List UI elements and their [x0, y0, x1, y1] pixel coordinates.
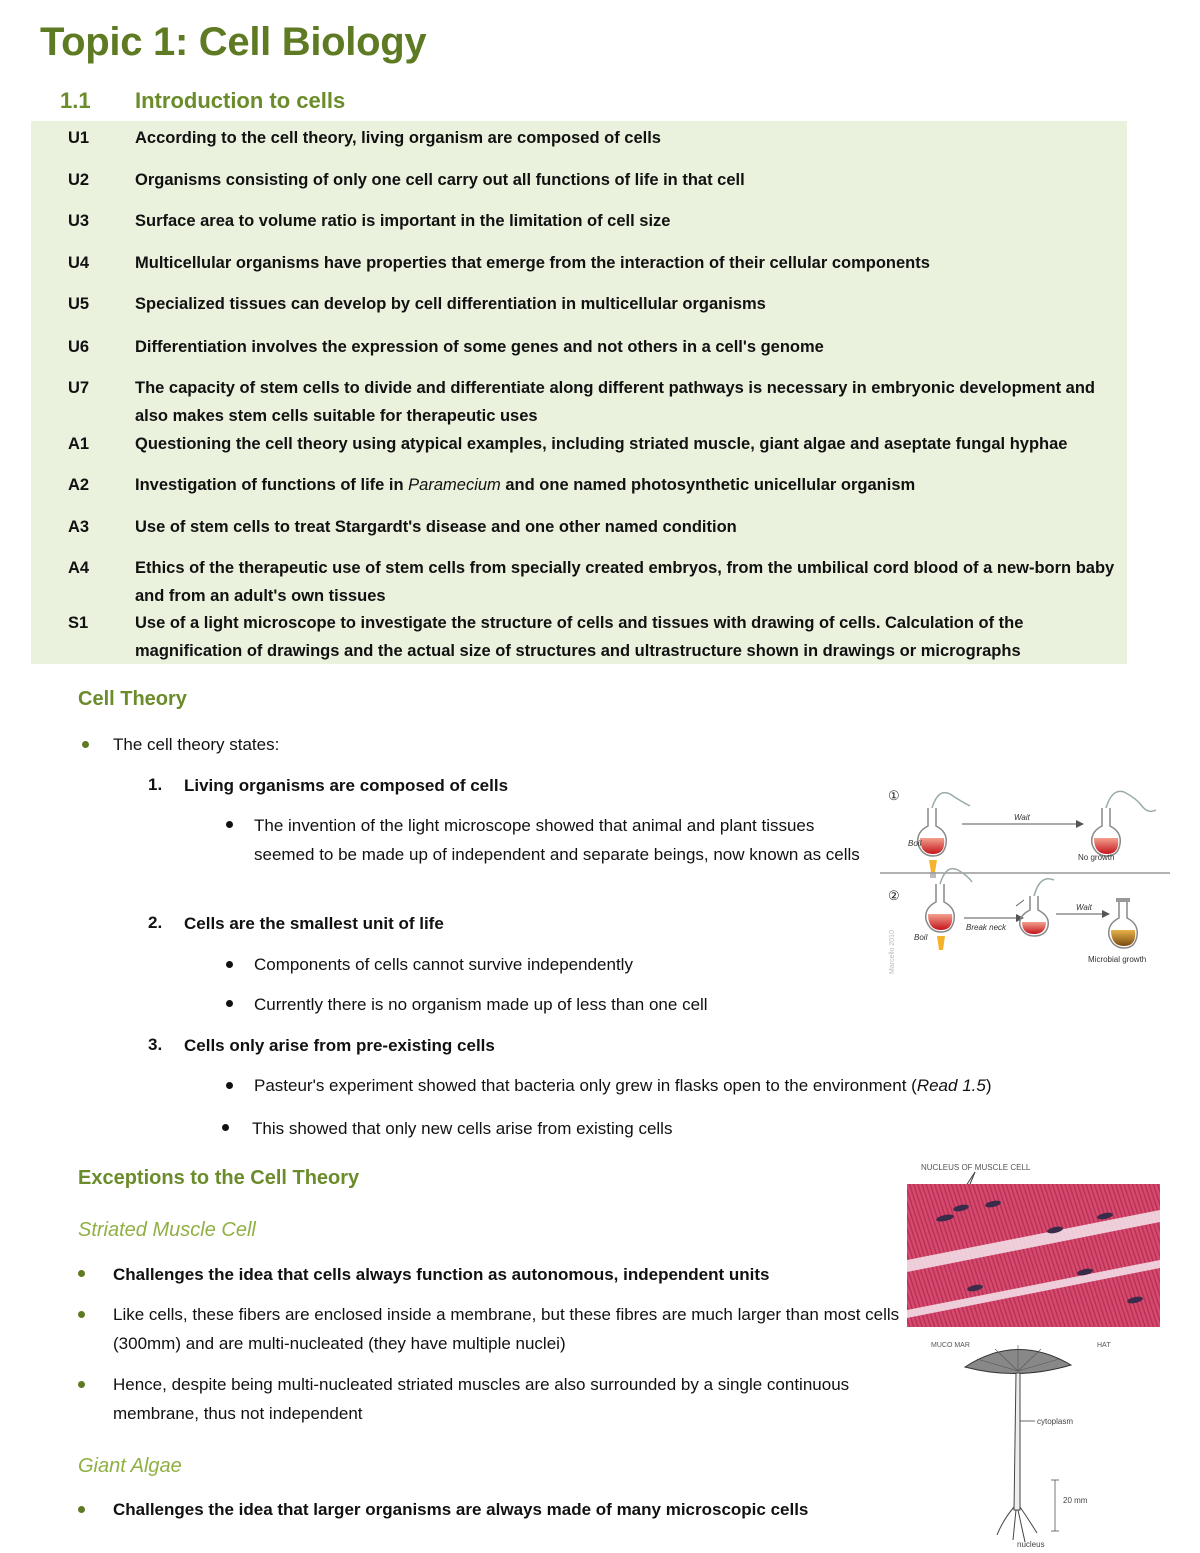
outcome-text: Use of stem cells to treat Stargardt's disease and one other named condition	[135, 518, 737, 536]
arrow-head-icon	[1102, 910, 1110, 918]
sub-text: Pasteur's experiment showed that bacteria only grew in flasks open to the environment (	[254, 1076, 917, 1095]
arrow-head-icon	[1076, 820, 1084, 828]
outcome-code: A2	[68, 476, 90, 494]
pasteur-experiment-figure	[880, 778, 1170, 978]
algae-stalk	[1014, 1373, 1020, 1510]
outcome-text: Specialized tissues can develop by cell differentiation in multicellular organisms	[135, 295, 766, 313]
nucleus-label: nucleus	[1017, 1540, 1045, 1549]
boil-label: Boil	[914, 933, 928, 942]
outcome-text: Organisms consisting of only one cell carry out all functions of life in that cell	[135, 171, 745, 189]
outcome-code: A4	[68, 559, 90, 577]
outcome-code: A3	[68, 518, 90, 536]
outcome-code: U3	[68, 212, 90, 230]
list-number: 2.	[148, 913, 163, 932]
outcome-text: Ethics of the therapeutic use of stem cells from specially created embryos, from the umbilical cord blood of a new-born baby and from an adult's own tissues	[135, 559, 1115, 605]
outcome-code: U5	[68, 295, 90, 313]
step-two-label: ②	[888, 888, 900, 903]
figure-credit: Marcello 2010	[889, 930, 896, 974]
striated-bullet: Like cells, these fibers are enclosed inside a membrane, but these fibres are much larger than most cells (300mm) and are multi-nucleated (they have multiple nuclei)	[113, 1305, 900, 1353]
list-number: 3.	[148, 1035, 163, 1054]
outcome-text: According to the cell theory, living organism are composed of cells	[135, 129, 661, 147]
cell-theory-intro: The cell theory states:	[113, 735, 280, 754]
striated-bullet: Hence, despite being multi-nucleated striated muscles are also surrounded by a single continuous membrane, thus not independent	[113, 1375, 850, 1423]
outcome-text-part: and one named photosynthetic unicellular organism	[500, 476, 916, 494]
outcome-code: U7	[68, 379, 90, 397]
outcome-text: Use of a light microscope to investigate the structure of cells and tissues with drawing of cells. Calculation of the magnification of drawings and the actual size of structures and ultrastructure shown in drawings or micrographs	[135, 614, 1024, 660]
scale-label: 20 mm	[1063, 1496, 1088, 1505]
outcome-code: U2	[68, 171, 90, 189]
outcome-code: A1	[68, 435, 90, 453]
outcome-code: U1	[68, 129, 90, 147]
list-number: 1.	[148, 775, 163, 794]
read-reference: Read 1.5	[916, 1076, 986, 1095]
step-one-label: ①	[888, 788, 900, 803]
page-title: Topic 1: Cell Biology	[40, 20, 427, 64]
bullet-icon	[226, 961, 233, 968]
cell-theory-point: Cells only arise from pre-existing cells	[184, 1036, 495, 1055]
bullet-icon	[226, 821, 233, 828]
wait-label: Wait	[1076, 903, 1092, 912]
outcome-text: Questioning the cell theory using atypical examples, including striated muscle, giant algae and aseptate fungal hyphae	[135, 435, 1068, 453]
algae-heading: Giant Algae	[78, 1455, 182, 1477]
bullet-icon	[226, 1000, 233, 1007]
outcome-code: U4	[68, 254, 90, 272]
cytoplasm-label: cytoplasm	[1037, 1417, 1074, 1426]
cell-theory-heading: Cell Theory	[78, 688, 187, 710]
outcome-text: Differentiation involves the expression of some genes and not others in a cell's genome	[135, 338, 824, 356]
cell-theory-sub: Currently there is no organism made up of less than one cell	[254, 995, 708, 1014]
striated-bullet: Challenges the idea that cells always function as autonomous, independent units	[113, 1265, 770, 1284]
outcome-text: Multicellular organisms have properties that emerge from the interaction of their cellular components	[135, 254, 930, 272]
algae-rhizoid	[997, 1507, 1037, 1542]
striated-heading: Striated Muscle Cell	[78, 1219, 256, 1241]
algae-bullet: Challenges the idea that larger organisms are always made of many microscopic cells	[113, 1500, 809, 1519]
bullet-icon	[226, 1082, 233, 1089]
bullet-icon	[78, 1311, 85, 1318]
sub-text: )	[985, 1076, 992, 1095]
outcome-text	[135, 471, 1115, 499]
bullet-icon	[78, 1381, 85, 1388]
section-number: 1.1	[60, 88, 91, 113]
bullet-icon	[82, 741, 89, 748]
flask-icon	[926, 869, 972, 950]
outcome-text-part: Investigation of functions of life in	[135, 476, 409, 494]
exceptions-heading: Exceptions to the Cell Theory	[78, 1167, 360, 1189]
cap-label: HAT	[1097, 1342, 1111, 1349]
outcome-text: Surface area to volume ratio is important in the limitation of cell size	[135, 212, 671, 230]
cap-label: MUCO MAR	[931, 1342, 970, 1349]
flask-icon	[1092, 791, 1156, 856]
species-name: Paramecium	[408, 476, 501, 494]
cell-theory-sub	[254, 1071, 992, 1100]
bullet-icon	[78, 1506, 85, 1513]
flask-icon	[918, 793, 970, 878]
break-neck-label: Break neck	[966, 923, 1007, 932]
cell-theory-point: Cells are the smallest unit of life	[184, 914, 444, 933]
outcome-text: The capacity of stem cells to divide and differentiate along different pathways is necessary in embryonic development and also makes stem cells suitable for therapeutic uses	[135, 379, 1096, 425]
microbial-growth-label: Microbial growth	[1088, 955, 1147, 964]
no-growth-label: No growth	[1078, 853, 1115, 862]
bullet-icon	[222, 1124, 229, 1131]
cell-theory-sub: The invention of the light microscope showed that animal and plant tissues seemed to be made up of independent and separate beings, now known as cells	[254, 816, 860, 864]
wait-label: Wait	[1014, 813, 1030, 822]
bullet-icon	[78, 1270, 85, 1277]
flask-icon	[1109, 898, 1138, 948]
boil-label: Boil	[908, 839, 922, 848]
flask-icon	[1016, 879, 1054, 936]
nucleus-label: NUCLEUS OF MUSCLE CELL	[921, 1163, 1031, 1172]
section-title: Introduction to cells	[135, 88, 346, 113]
outcome-code: S1	[68, 614, 89, 632]
cell-theory-point: Living organisms are composed of cells	[184, 776, 509, 795]
outcome-code: U6	[68, 338, 90, 356]
giant-algae-diagram	[925, 1335, 1130, 1550]
cell-theory-sub: This showed that only new cells arise from existing cells	[252, 1119, 673, 1138]
cell-theory-sub: Components of cells cannot survive independently	[254, 955, 633, 974]
striated-muscle-micrograph	[905, 1160, 1165, 1330]
